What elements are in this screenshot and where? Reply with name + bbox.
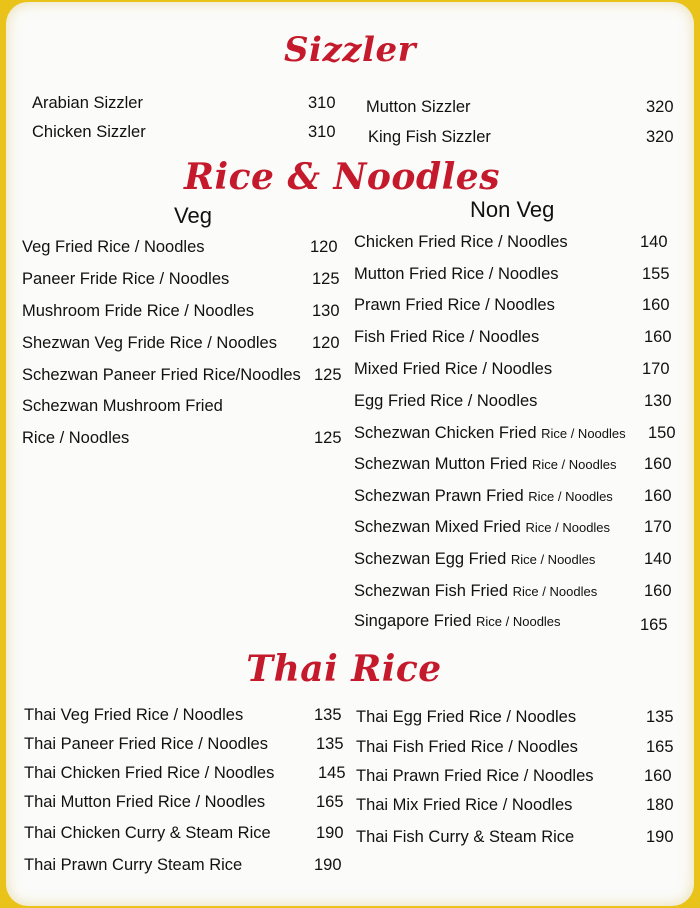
item-price: 120 — [312, 334, 340, 352]
item-price: 310 — [308, 94, 336, 112]
item-name: Thai Fish Curry & Steam Rice — [356, 828, 575, 846]
menu-item — [354, 392, 684, 418]
item-name-main: Schezwan Mixed Fried — [354, 518, 521, 536]
item-name: Egg Fried Rice / Noodles — [354, 392, 538, 410]
item-name — [354, 612, 561, 631]
item-price: 160 — [644, 455, 672, 473]
menu-item — [354, 424, 684, 450]
item-name — [354, 518, 610, 537]
item-name: Thai Mix Fried Rice / Noodles — [356, 796, 573, 814]
menu-item — [22, 334, 342, 360]
menu-item — [22, 397, 342, 423]
item-name: Thai Prawn Curry Steam Rice — [24, 856, 243, 874]
menu-item — [32, 123, 342, 149]
item-name-main: Schezwan Egg Fried — [354, 550, 507, 568]
item-name: Rice / Noodles — [22, 429, 130, 447]
item-price: 130 — [644, 392, 672, 410]
item-price: 310 — [308, 123, 336, 141]
item-price: 170 — [642, 360, 670, 378]
item-name — [354, 582, 597, 601]
menu-item — [22, 366, 342, 392]
menu-item — [354, 265, 684, 291]
item-price: 160 — [644, 328, 672, 346]
item-name: Thai Chicken Curry & Steam Rice — [24, 824, 271, 842]
menu-item — [24, 735, 354, 761]
item-price: 150 — [648, 424, 676, 442]
item-name-main: Schezwan Prawn Fried — [354, 487, 524, 505]
item-name-suffix: Rice / Noodles — [525, 520, 611, 535]
item-name: Shezwan Veg Fride Rice / Noodles — [22, 334, 277, 352]
item-price: 320 — [646, 128, 674, 146]
menu-page — [6, 2, 694, 906]
menu-item — [32, 94, 342, 120]
menu-item — [24, 856, 354, 882]
item-name: Thai Paneer Fried Rice / Noodles — [24, 735, 268, 753]
item-name: Schezwan Mushroom Fried — [22, 397, 223, 415]
item-name — [354, 487, 613, 506]
item-price: 160 — [644, 487, 672, 505]
item-name — [354, 424, 626, 443]
item-price: 135 — [316, 735, 344, 753]
item-name: Thai Mutton Fried Rice / Noodles — [24, 793, 266, 811]
item-name-suffix: Rice / Noodles — [510, 552, 596, 567]
item-price: 160 — [644, 582, 672, 600]
item-price: 160 — [642, 296, 670, 314]
menu-item — [366, 98, 686, 124]
menu-item — [24, 764, 354, 790]
item-price: 120 — [310, 238, 338, 256]
item-name-main: Singapore Fried — [354, 612, 472, 630]
item-name-main: Schezwan Fish Fried — [354, 582, 509, 600]
item-name: Prawn Fried Rice / Noodles — [354, 296, 555, 314]
menu-item — [354, 487, 684, 513]
item-name-suffix: Rice / Noodles — [528, 489, 613, 504]
item-price: 160 — [644, 767, 672, 785]
item-price: 145 — [318, 764, 346, 782]
item-name — [354, 550, 595, 569]
menu-item — [354, 550, 684, 576]
item-name-suffix: Rice / Noodles — [531, 457, 617, 472]
menu-item — [24, 706, 354, 732]
nonveg-subheading: Non Veg — [470, 197, 555, 222]
item-price: 140 — [644, 550, 672, 568]
item-name: Thai Chicken Fried Rice / Noodles — [24, 764, 275, 782]
menu-item — [354, 296, 684, 322]
menu-item — [24, 824, 354, 850]
menu-item — [354, 455, 684, 481]
item-name: Thai Egg Fried Rice / Noodles — [356, 708, 577, 726]
item-name: Chicken Fried Rice / Noodles — [354, 233, 568, 251]
item-name: Thai Prawn Fried Rice / Noodles — [356, 767, 594, 785]
item-name: Schezwan Paneer Fried Rice/Noodles — [22, 366, 301, 384]
item-price: 180 — [646, 796, 674, 814]
menu-item — [22, 238, 342, 264]
menu-item — [354, 360, 684, 386]
item-name: Veg Fried Rice / Noodles — [22, 238, 205, 256]
item-price: 170 — [644, 518, 672, 536]
menu-item — [368, 128, 688, 154]
item-name-main: Schezwan Mutton Fried — [354, 455, 528, 473]
item-name — [354, 455, 616, 474]
menu-item — [356, 796, 686, 822]
menu-item — [22, 270, 342, 296]
menu-item — [356, 738, 686, 764]
item-name: Mutton Fried Rice / Noodles — [354, 265, 559, 283]
menu-item — [354, 233, 684, 259]
sizzler-heading: Sizzler — [283, 30, 417, 70]
item-name-suffix: Rice / Noodles — [476, 614, 561, 629]
item-name: Mutton Sizzler — [366, 98, 471, 116]
menu-item — [354, 328, 684, 354]
menu-item — [24, 793, 354, 819]
item-price: 190 — [314, 856, 342, 874]
item-name-suffix: Rice / Noodles — [512, 584, 598, 599]
item-price: 125 — [314, 366, 342, 384]
item-price: 190 — [316, 824, 344, 842]
rice-noodles-heading: Rice & Noodles — [184, 156, 500, 198]
item-price: 165 — [640, 616, 668, 634]
menu-item — [354, 582, 684, 608]
item-price: 135 — [314, 706, 342, 724]
item-name: Thai Fish Fried Rice / Noodles — [356, 738, 578, 756]
item-name-main: Schezwan Chicken Fried — [354, 424, 537, 442]
item-price: 125 — [314, 429, 342, 447]
veg-subheading: Veg — [174, 203, 212, 228]
item-price: 135 — [646, 708, 674, 726]
menu-item — [22, 302, 342, 328]
menu-item — [356, 828, 686, 854]
item-price: 130 — [312, 302, 340, 320]
menu-item — [354, 612, 684, 638]
menu-item — [356, 767, 686, 793]
item-price: 190 — [646, 828, 674, 846]
item-price: 125 — [312, 270, 340, 288]
item-price: 165 — [646, 738, 674, 756]
menu-item — [22, 429, 342, 455]
item-price: 165 — [316, 793, 344, 811]
item-name: King Fish Sizzler — [368, 128, 491, 146]
item-name: Paneer Fride Rice / Noodles — [22, 270, 230, 288]
thai-rice-heading: Thai Rice — [246, 648, 442, 690]
item-name: Arabian Sizzler — [32, 94, 143, 112]
item-price: 155 — [642, 265, 670, 283]
item-price: 320 — [646, 98, 674, 116]
menu-item — [354, 518, 684, 544]
item-name-suffix: Rice / Noodles — [541, 426, 626, 441]
item-name: Mixed Fried Rice / Noodles — [354, 360, 553, 378]
item-name: Chicken Sizzler — [32, 123, 146, 141]
item-name: Thai Veg Fried Rice / Noodles — [24, 706, 244, 724]
menu-item — [356, 708, 686, 734]
item-name: Mushroom Fride Rice / Noodles — [22, 302, 254, 320]
item-name: Fish Fried Rice / Noodles — [354, 328, 540, 346]
item-price: 140 — [640, 233, 668, 251]
